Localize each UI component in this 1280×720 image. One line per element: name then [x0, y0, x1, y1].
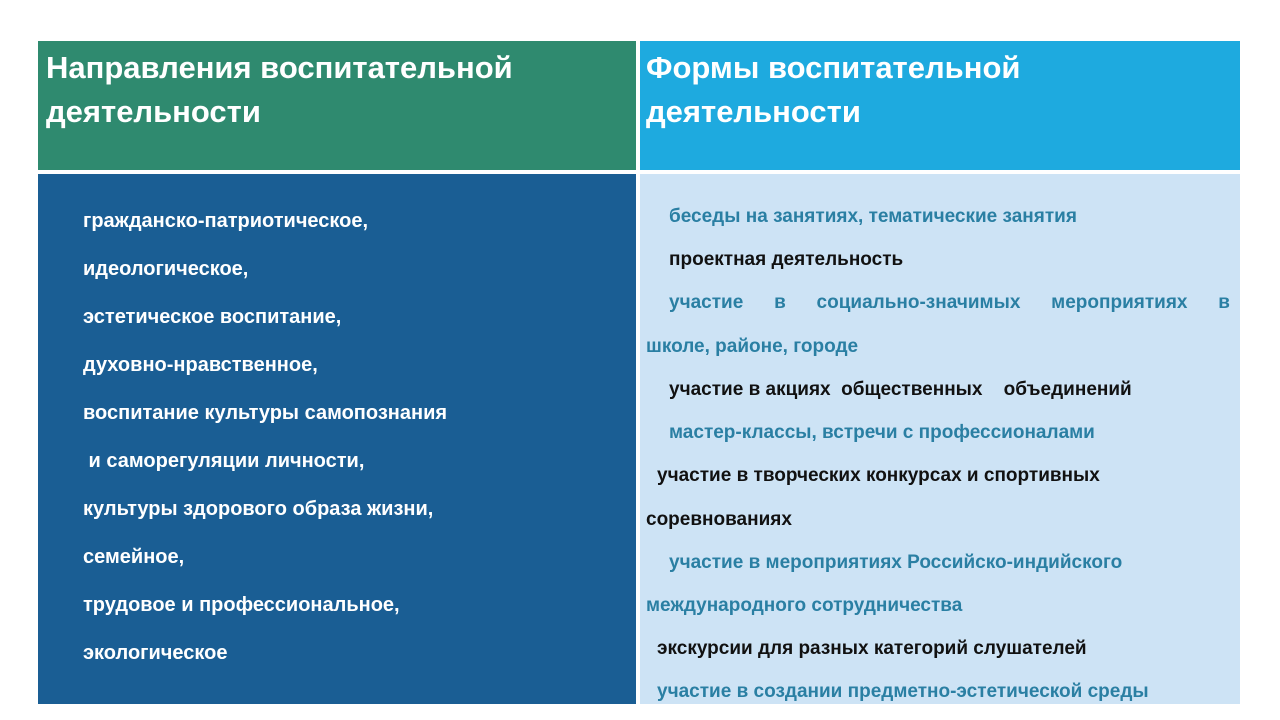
form-word: в	[774, 292, 786, 313]
header-directions-cell	[38, 41, 636, 170]
form-line: международного сотрудничества	[646, 595, 963, 616]
directions-cell	[38, 174, 636, 704]
form-word: участие	[669, 292, 744, 313]
form-line: участие в создании предметно-эстетической среды	[657, 681, 1149, 702]
form-line: беседы на занятиях, тематические занятия	[669, 206, 1077, 227]
form-line: участие в творческих конкурсах и спортивных	[657, 465, 1100, 486]
form-line: экскурсии для разных категорий слушателей	[657, 638, 1087, 659]
form-line: участие в акциях общественных объединений	[669, 379, 1132, 400]
direction-item: эстетическое воспитание,	[83, 306, 342, 328]
header-directions-title: Направления воспитательной деятельности	[46, 50, 513, 129]
form-word: мероприятиях	[1051, 292, 1188, 313]
form-line: мастер-классы, встречи с профессионалами	[669, 422, 1095, 443]
header-forms-title: Формы воспитательной деятельности	[646, 50, 1021, 129]
direction-item: культуры здорового образа жизни,	[83, 498, 434, 520]
direction-item: экологическое	[83, 642, 228, 664]
direction-item: воспитание культуры самопознания	[83, 402, 448, 424]
form-line: проектная деятельность	[669, 249, 904, 270]
form-word: социально-значимых	[816, 292, 1021, 313]
form-line: участие в мероприятиях Российско-индийского	[669, 552, 1123, 573]
direction-item: трудовое и профессиональное,	[83, 594, 400, 616]
header-forms-cell	[640, 41, 1240, 170]
direction-item: семейное,	[83, 546, 185, 568]
form-line: соревнованиях	[646, 509, 792, 530]
direction-item: и саморегуляции личности,	[83, 450, 365, 472]
form-word: в	[1218, 292, 1230, 313]
direction-item: гражданско-патриотическое,	[83, 210, 369, 232]
directions-forms-table	[38, 41, 1240, 704]
form-line: школе, районе, городе	[646, 336, 859, 357]
form-line-justified	[669, 291, 1230, 315]
direction-item: духовно-нравственное,	[83, 354, 318, 376]
forms-cell	[640, 174, 1240, 704]
direction-item: идеологическое,	[83, 258, 249, 280]
